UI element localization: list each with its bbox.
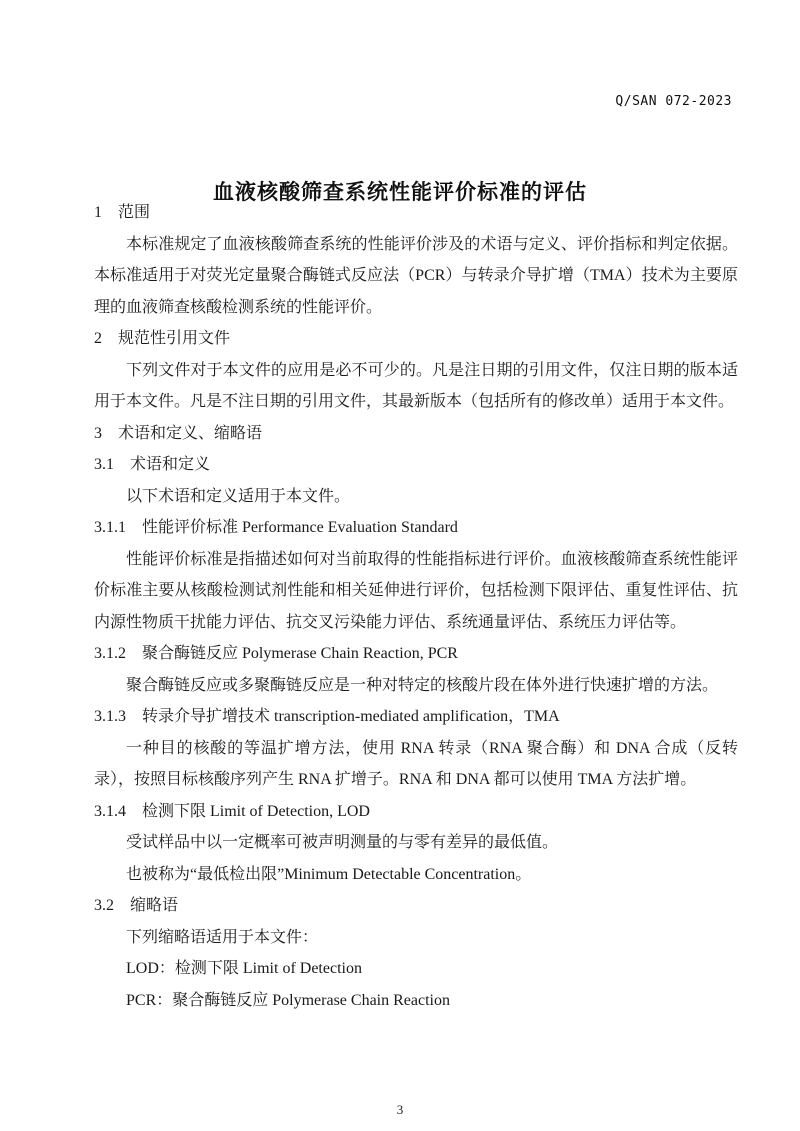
paragraph-lod: 受试样品中以一定概率可被声明测量的与零有差异的最低值。 [126, 834, 559, 851]
paragraph-lod-alias: 也被称为“最低检出限”Minimum Detectable Concentration。 [126, 865, 532, 883]
paragraph-abbrev-intro: 下列缩略语适用于本文件： [126, 928, 319, 946]
paragraph-normative-refs: 下列文件对于本文件的应用是必不可少的。凡是注日期的引用文件，仅注日期的版本适用于本文件。凡是不注日期的引用文件，其最新版本（包括所有的修改单）适用于本文件。 [94, 361, 738, 410]
section-heading-normative-refs: 2 规范性引用文件 [94, 330, 231, 347]
section-heading-terms: 3 术语和定义、缩略语 [94, 424, 263, 442]
page-number: 3 [396, 1102, 404, 1117]
section-heading-tma: 3.1.3 转录介导扩增技术 transcription-mediated amplification，TMA [94, 708, 560, 725]
paragraph-performance-std: 性能评价标准是指描述如何对当前取得的性能指标进行评价。血液核酸筛查系统性能评价标准主要从核酸检测试剂性能和相关延伸进行评价，包括检测下限评估、重复性评估、抗内源性物质干扰能力评估、抗交叉污染能力评估、系统通量评估、系统压力评估等。 [94, 550, 738, 631]
paragraph-terms-intro: 以下术语和定义适用于本文件。 [126, 487, 351, 505]
section-heading-lod: 3.1.4 检测下限 Limit of Detection, LOD [94, 802, 370, 820]
doc-number: Q/SAN 072-2023 [615, 94, 732, 109]
section-heading-pcr: 3.1.2 聚合酶链反应 Polymerase Chain Reaction, PCR [94, 645, 458, 662]
paragraph-abbrev-pcr: PCR：聚合酶链反应 Polymerase Chain Reaction [126, 991, 450, 1009]
paragraph-abbrev-lod: LOD：检测下限 Limit of Detection [126, 960, 362, 977]
section-heading-terms-defs: 3.1 术语和定义 [94, 456, 211, 473]
document-body [94, 197, 738, 1016]
paragraph-tma: 一种目的核酸的等温扩增方法，使用 RNA 转录（RNA 聚合酶）和 DNA 合成（反转录），按照目标核酸序列产生 RNA 扩增子。RNA 和 DNA 都可以使用 TMA 方法扩增。 [94, 739, 738, 788]
section-heading-performance-std: 3.1.1 性能评价标准 Performance Evaluation Standard [94, 519, 458, 536]
document-title: 血液核酸筛查系统性能评价标准的评估 [213, 181, 587, 205]
paragraph-pcr: 聚合酶链反应或多聚酶链反应是一种对特定的核酸片段在体外进行快速扩增的方法。 [126, 676, 719, 694]
paragraph-scope: 本标准规定了血液核酸筛查系统的性能评价涉及的术语与定义、评价指标和判定依据。本标准适用于对荧光定量聚合酶链式反应法（PCR）与转录介导扩增（TMA）技术为主要原理的血液筛查核酸检测系统的性能评价。 [94, 235, 738, 316]
section-heading-abbreviations: 3.2 缩略语 [94, 897, 179, 914]
section-heading-scope: 1 范围 [94, 204, 151, 221]
